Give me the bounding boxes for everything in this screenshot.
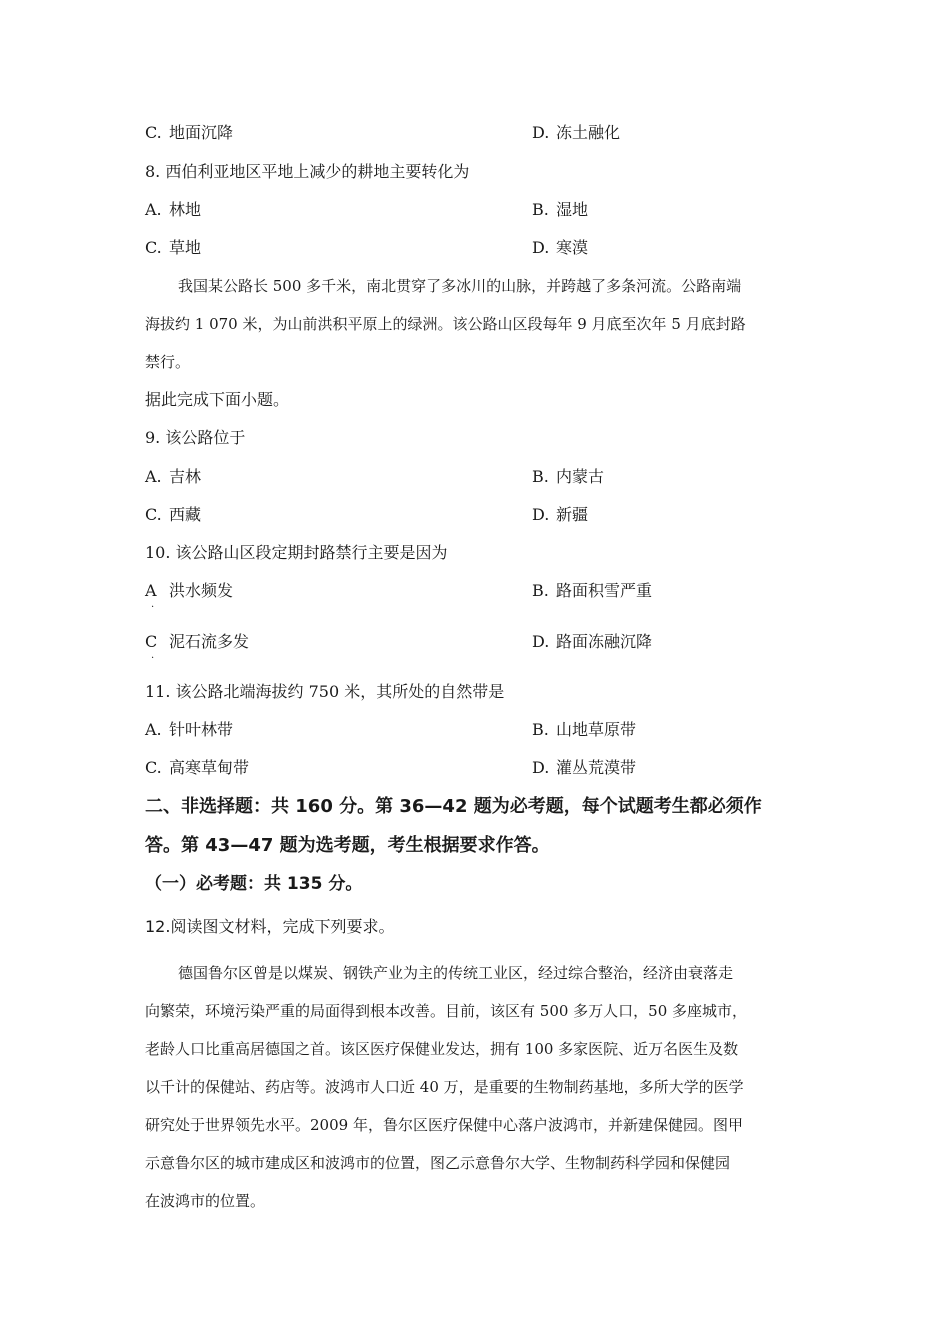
material-1-line-1: 我国某公路长 500 多千米，南北贯穿了多冰川的山脉，并跨越了多条河流。公路南端 xyxy=(178,277,742,295)
option-text: 冻土融化 xyxy=(556,123,621,142)
q8-option-a xyxy=(145,200,201,220)
q12-paragraph-line-4: 以千计的保健站、药店等。波鸿市人口近 40 万，是重要的生物制药基地，多所大学的医学 xyxy=(145,1078,744,1096)
q7-option-c xyxy=(145,123,233,143)
section-2-heading-line-1: 二、非选择题：共 160 分。第 36—42 题为必考题，每个试题考生都必须作 xyxy=(145,796,762,817)
option-dot: . xyxy=(151,599,155,610)
material-1-line-3: 禁行。 xyxy=(145,353,191,371)
q10-option-a xyxy=(145,581,233,601)
q11-option-b xyxy=(532,720,636,740)
q11-option-d xyxy=(532,758,636,778)
option-text: 草地 xyxy=(169,238,202,257)
q9-option-d xyxy=(532,505,588,525)
option-text: 灌丛荒漠带 xyxy=(556,758,637,777)
option-letter: C. xyxy=(145,505,162,524)
option-letter: C xyxy=(145,632,158,651)
q12-paragraph-line-7: 在波鸿市的位置。 xyxy=(145,1192,266,1210)
q11-option-a xyxy=(145,720,233,740)
question-number: 12. xyxy=(145,917,171,936)
option-letter: D. xyxy=(532,632,550,651)
q9-stem: 9. 该公路位于 xyxy=(145,428,246,447)
option-text: 林地 xyxy=(169,200,202,219)
option-letter: B. xyxy=(532,581,549,600)
material-1-line-2: 海拔约 1 070 米，为山前洪积平原上的绿洲。该公路山区段每年 9 月底至次年 5 月底封路 xyxy=(145,315,746,333)
q10-option-b xyxy=(532,581,652,601)
option-text: 洪水频发 xyxy=(169,581,234,600)
q12-paragraph-line-3: 老龄人口比重高居德国之首。该区医疗保健业发达，拥有 100 多家医院、近万名医生及数 xyxy=(145,1040,739,1058)
option-text: 内蒙古 xyxy=(556,467,605,486)
option-letter: B. xyxy=(532,720,549,739)
option-text: 山地草原带 xyxy=(556,720,637,739)
option-text: 高寒草甸带 xyxy=(169,758,250,777)
q12-paragraph-line-6: 示意鲁尔区的城市建成区和波鸿市的位置，图乙示意鲁尔大学、生物制药科学园和保健园 xyxy=(145,1154,731,1172)
section-2-subheading: （一）必考题：共 135 分。 xyxy=(145,874,363,894)
option-letter: B. xyxy=(532,467,549,486)
q7-option-d xyxy=(532,123,620,143)
q8-option-b xyxy=(532,200,588,220)
q10-option-c xyxy=(145,632,249,652)
option-letter: C. xyxy=(145,123,162,142)
option-text: 路面冻融沉降 xyxy=(556,632,653,651)
option-text: 湿地 xyxy=(556,200,589,219)
q8-stem: 8. 西伯利亚地区平地上减少的耕地主要转化为 xyxy=(145,162,470,181)
option-letter: C. xyxy=(145,758,162,777)
option-letter: A xyxy=(145,581,157,600)
option-letter: B. xyxy=(532,200,549,219)
q10-option-d xyxy=(532,632,652,652)
section-2-heading-line-2: 答。第 43—47 题为选考题，考生根据要求作答。 xyxy=(145,835,550,856)
option-letter: A. xyxy=(145,720,162,739)
q10-stem: 10. 该公路山区段定期封路禁行主要是因为 xyxy=(145,543,448,562)
option-text: 针叶林带 xyxy=(169,720,234,739)
option-text: 寒漠 xyxy=(556,238,589,257)
option-text: 新疆 xyxy=(556,505,589,524)
material-1-prompt: 据此完成下面小题。 xyxy=(145,390,290,409)
option-letter: D. xyxy=(532,758,550,777)
option-letter: D. xyxy=(532,123,550,142)
option-dot: . xyxy=(151,650,155,661)
q11-option-c xyxy=(145,758,249,778)
question-text: 阅读图文材料，完成下列要求。 xyxy=(170,917,395,936)
option-letter: D. xyxy=(532,505,550,524)
q9-option-a xyxy=(145,467,201,487)
q11-stem: 11. 该公路北端海拔约 750 米，其所处的自然带是 xyxy=(145,682,505,701)
q12-paragraph-line-2: 向繁荣，环境污染严重的局面得到根本改善。目前，该区有 500 多万人口，50 多座城市， xyxy=(145,1002,748,1020)
q8-option-c xyxy=(145,238,201,258)
q12-stem xyxy=(145,917,394,937)
option-text: 路面积雪严重 xyxy=(556,581,653,600)
option-letter: C. xyxy=(145,238,162,257)
q12-paragraph-line-1: 德国鲁尔区曾是以煤炭、钢铁产业为主的传统工业区，经过综合整治，经济由衰落走 xyxy=(178,964,734,982)
option-letter: A. xyxy=(145,467,162,486)
q8-option-d xyxy=(532,238,588,258)
q9-option-b xyxy=(532,467,604,487)
option-text: 西藏 xyxy=(169,505,202,524)
option-letter: A. xyxy=(145,200,162,219)
option-text: 地面沉降 xyxy=(169,123,234,142)
option-letter: D. xyxy=(532,238,550,257)
q9-option-c xyxy=(145,505,201,525)
option-text: 泥石流多发 xyxy=(169,632,250,651)
q12-paragraph-line-5: 研究处于世界领先水平。2009 年，鲁尔区医疗保健中心落户波鸿市，并新建保健园。图甲 xyxy=(145,1116,743,1134)
option-text: 吉林 xyxy=(169,467,202,486)
